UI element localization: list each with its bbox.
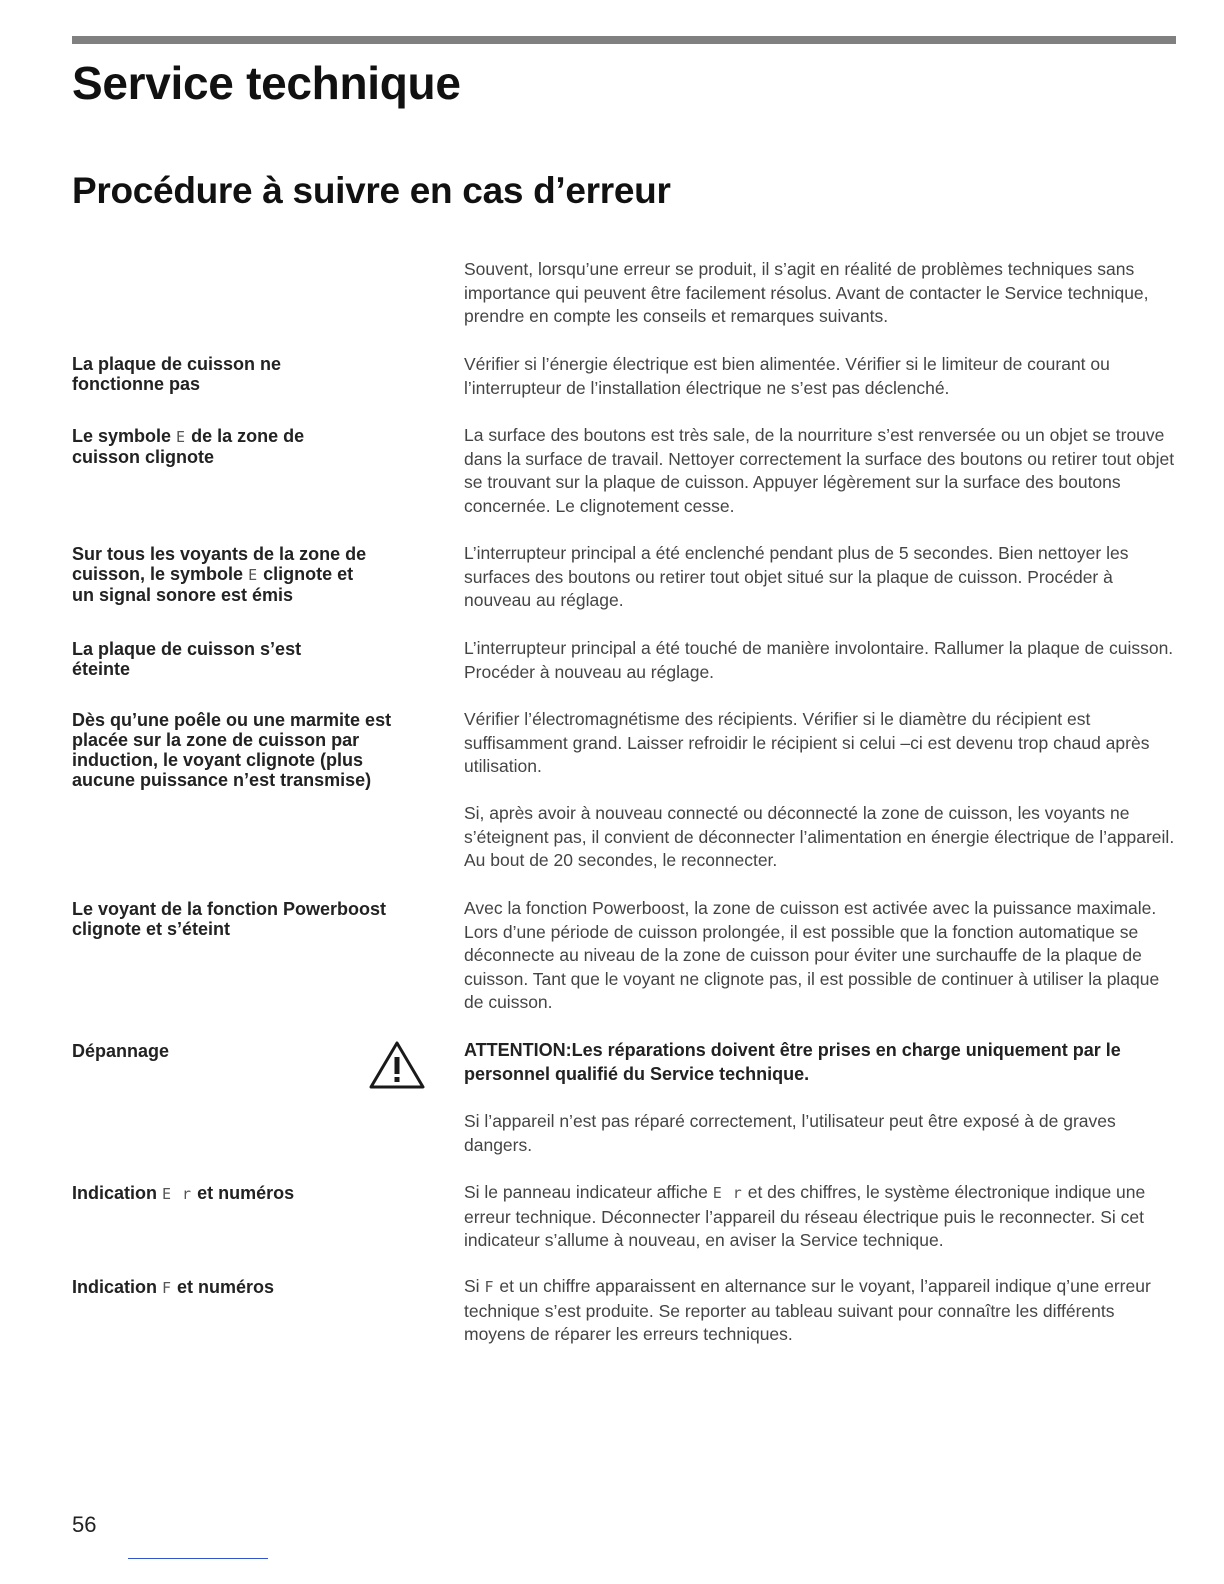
issue-text-symbol-blinks: La surface des boutons est très sale, de la nourriture s’est renversée ou un objet se trouve dans la surface de travail. Nettoyer correctement la surface des boutons ou retirer tout objet se trouvant sur la plaque de cuisson. Appuyer légèrement sur la surface des boutons concernée. Le clignotement cesse. <box>464 425 1175 516</box>
issue-text-not-working: Vérifier si l’énergie électrique est bien alimentée. Vérifier si le limiteur de courant ou l’interrupteur de l’installation électrique ne s’est pas déclenché. <box>464 354 1110 398</box>
issue-label-not-working: La plaque de cuisson ne fonctionne pas <box>72 354 282 394</box>
issue-text-switched-off: L’interrupteur principal a été touché de manière involontaire. Rallumer la plaque de cuisson. Procéder à nouveau au réglage. <box>464 638 1174 682</box>
footer-rule <box>128 1558 268 1559</box>
error-symbol-e: E <box>176 428 187 446</box>
issue-text-all-indicators: L’interrupteur principal a été enclenché pendant plus de 5 secondes. Bien nettoyer les surfaces des boutons ou retirer tout objet situé sur la plaque de cuisson. Procéder à nouveau au réglage. <box>464 543 1129 611</box>
issue-label-powerboost: Le voyant de la fonction Powerboost clignote et s’éteint <box>72 899 387 939</box>
section-title: Procédure à suivre en cas d’erreur <box>72 170 671 211</box>
page-title: Service technique <box>72 57 461 109</box>
issue-label-symbol-blinks: Le symbole E de la zone de cuisson clignote <box>72 426 305 467</box>
page-number: 56 <box>72 1512 97 1537</box>
issue-text-repair: Si l’appareil n’est pas réparé correctement, l’utilisateur peut être exposé à de graves dangers. <box>464 1111 1116 1155</box>
issue-text-er-indication: Si le panneau indicateur affiche E r et des chiffres, le système électronique indique une erreur technique. Déconnecter l’appareil du réseau électrique puis le reconnecter. Si cet indicateur s’allume à nouveau, en aviser la Service technique. <box>464 1182 1146 1251</box>
issue-label-induction: Dès qu’une poêle ou une marmite est placée sur la zone de cuisson par induction, le voyant clignote (plus aucune puissance n’est transmise) <box>72 710 392 790</box>
error-symbol-f: F <box>484 1278 495 1296</box>
issue-text-induction: Vérifier l’électromagnétisme des récipients. Vérifier si le diamètre du récipient est suffisamment grand. Laisser refroidir le récipient si celui –ci est devenu trop chaud après utilisation. <box>464 709 1150 777</box>
issue-label-all-indicators: Sur tous les voyants de la zone de cuisson, le symbole E clignote et un signal sonore est émis <box>72 544 367 605</box>
issue-label-repair: Dépannage <box>72 1041 170 1061</box>
issue-text-induction-extra: Si, après avoir à nouveau connecté ou déconnecté la zone de cuisson, les voyants ne s’éteignent pas, il convient de déconnecter l’alimentation en énergie électrique de l’appareil. Au bout de 20 secondes, le reconnecter. <box>464 803 1175 871</box>
intro-paragraph: Souvent, lorsqu’une erreur se produit, il s’agit en réalité de problèmes techniques sans importance qui peuvent être facilement résolus. Avant de contacter le Service technique, prendre en compte les conseils et remarques suivants. <box>464 259 1149 327</box>
error-symbol-er: E r <box>712 1184 743 1202</box>
attention-notice: ATTENTION:Les réparations doivent être prises en charge uniquement par le personnel qualifié du Service technique. <box>464 1040 1121 1084</box>
error-symbol-f: F <box>162 1279 173 1297</box>
issue-label-er-indication: Indication E r et numéros <box>72 1183 295 1203</box>
error-symbol-er: E r <box>162 1185 193 1203</box>
error-symbol-e: E <box>248 566 259 584</box>
issue-label-f-indication: Indication F et numéros <box>72 1277 275 1297</box>
issue-text-powerboost: Avec la fonction Powerboost, la zone de cuisson est activée avec la puissance maximale. Lors d’une période de cuisson prolongée, il est possible que la fonction automatique se déconnecte au niveau de la zone de cuisson pour éviter une surchauffe de la plaque de cuisson. Tant que le voyant ne clignote pas, il est possible de continuer à utiliser la plaque de cuisson. <box>464 898 1160 1013</box>
top-rule <box>72 36 1176 44</box>
issue-text-f-indication: Si F et un chiffre apparaissent en alternance sur le voyant, l’appareil indique q’une erreur technique s’est produite. Se reporter au tableau suivant pour connaître les différents moyens de réparer les erreurs techniques. <box>464 1276 1151 1345</box>
issue-label-switched-off: La plaque de cuisson s’est éteinte <box>72 639 302 679</box>
warning-triangle-icon <box>368 1040 426 1090</box>
